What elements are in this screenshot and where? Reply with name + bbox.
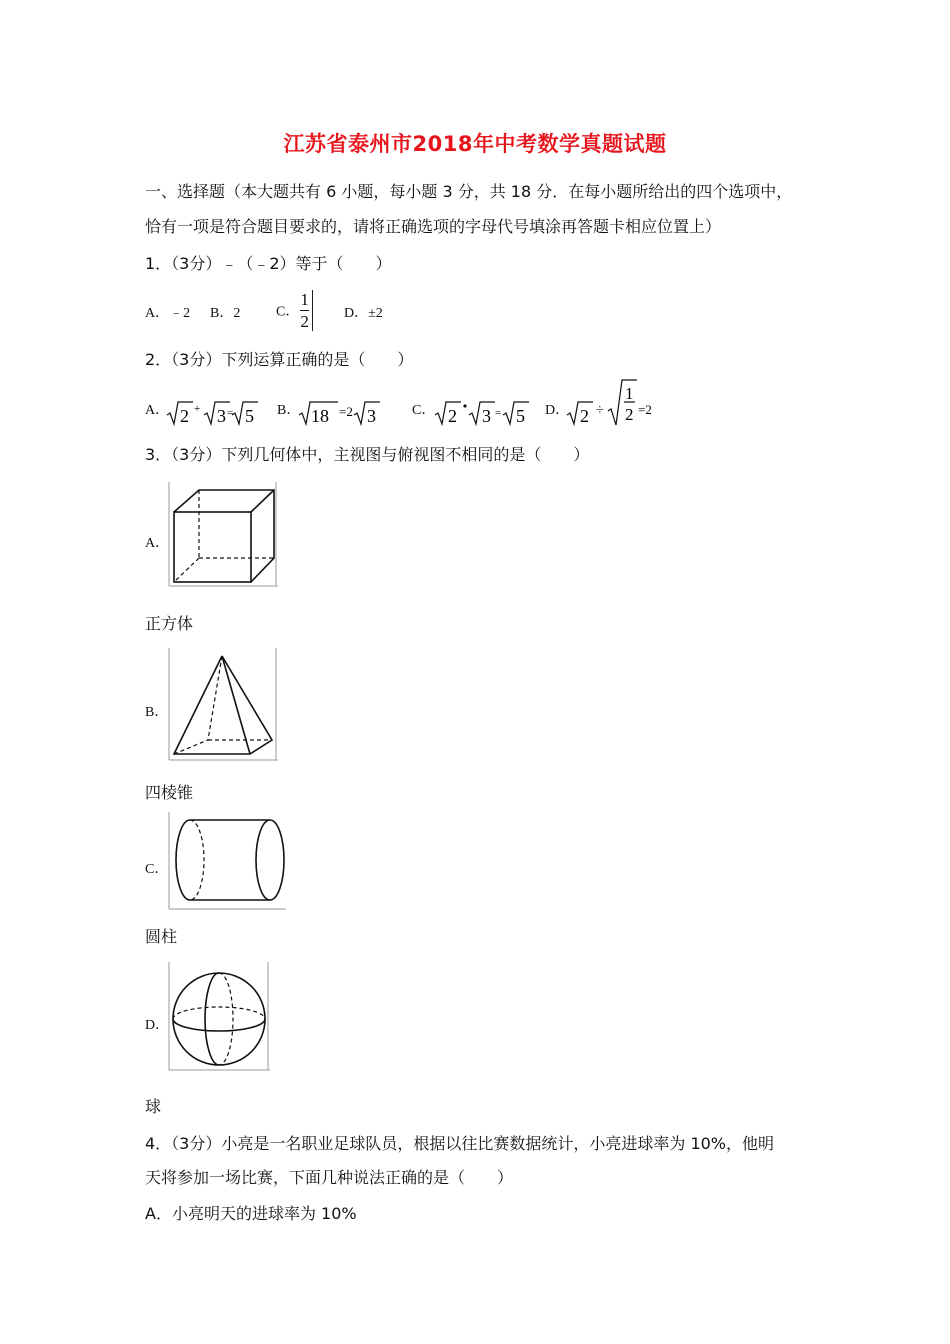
section-heading-line1: 一、选择题（本大题共有 6 小题，每小题 3 分，共 18 分．在每小题所给出的四个选项中， <box>145 182 793 201</box>
cube-figure <box>168 482 280 590</box>
q2-option-b-expression <box>298 396 388 428</box>
svg-text:=2: =2 <box>638 402 652 417</box>
q1-stem: 1．（3分）﹣（﹣2）等于（ ） <box>145 254 392 273</box>
q4-option-a: A．小亮明天的进球率为 10% <box>145 1204 357 1223</box>
q3-option-a-label: A． <box>145 536 170 551</box>
q2-option-a-expression <box>166 396 266 428</box>
q4-stem-line1: 4．（3分）小亮是一名职业足球队员，根据以往比赛数据统计，小亮进球率为 10%，他明 <box>145 1134 775 1153</box>
q1-option-c <box>276 290 313 331</box>
svg-text:=2: =2 <box>339 404 353 419</box>
q3-option-d-caption: 球 <box>145 1097 162 1116</box>
svg-text:=: = <box>495 407 502 419</box>
q3-option-c-caption: 圆柱 <box>145 927 178 946</box>
svg-text:3: 3 <box>482 406 491 426</box>
sphere-figure <box>168 962 272 1074</box>
svg-text:2: 2 <box>625 405 634 424</box>
q3-option-b-caption: 四棱锥 <box>145 783 194 802</box>
svg-text:3: 3 <box>367 406 376 426</box>
fraction-one-half <box>299 290 313 331</box>
svg-text:3: 3 <box>217 406 226 426</box>
fraction-bar <box>300 310 309 311</box>
q3-option-c-label: C． <box>145 862 169 877</box>
q2-option-d-expression <box>566 378 666 428</box>
page-title: 江苏省泰州市2018年中考数学真题试题 <box>283 132 667 156</box>
svg-text:2: 2 <box>180 406 189 426</box>
q1-option-a: A．﹣2 <box>145 306 191 321</box>
svg-text:2: 2 <box>580 406 589 426</box>
svg-text:=: = <box>227 407 234 419</box>
q2-option-c-expression <box>434 396 534 428</box>
q2-option-a-label: A． <box>145 403 170 418</box>
pyramid-figure <box>168 648 280 764</box>
q3-option-a-caption: 正方体 <box>145 614 194 633</box>
svg-text:1: 1 <box>625 384 634 403</box>
q1-option-d: D．±2 <box>344 306 383 321</box>
svg-text:18: 18 <box>311 406 329 426</box>
svg-text:2: 2 <box>448 406 457 426</box>
q3-stem: 3．（3分）下列几何体中，主视图与俯视图不相同的是（ ） <box>145 445 590 464</box>
q2-option-c-label: C． <box>412 403 436 418</box>
cylinder-figure <box>168 812 288 912</box>
fraction-denominator: 2 <box>300 312 309 331</box>
svg-text:5: 5 <box>516 406 525 426</box>
q2-option-b-label: B． <box>277 403 301 418</box>
svg-text:+: + <box>194 403 201 415</box>
q3-option-d-label: D． <box>145 1018 170 1033</box>
q3-option-b-label: B． <box>145 705 169 720</box>
fraction-numerator: 1 <box>300 290 309 309</box>
q2-option-d-label: D． <box>545 403 570 418</box>
q1-option-b: B．2 <box>210 306 241 321</box>
q2-stem: 2．（3分）下列运算正确的是（ ） <box>145 350 414 369</box>
section-heading-line2: 恰有一项是符合题目要求的，请将正确选项的字母代号填涂再答题卡相应位置上） <box>145 217 722 236</box>
svg-text:÷: ÷ <box>596 403 604 418</box>
q1-option-c-label: C． <box>276 304 300 320</box>
svg-text:5: 5 <box>245 406 254 426</box>
q4-stem-line2: 天将参加一场比赛，下面几种说法正确的是（ ） <box>145 1168 514 1187</box>
